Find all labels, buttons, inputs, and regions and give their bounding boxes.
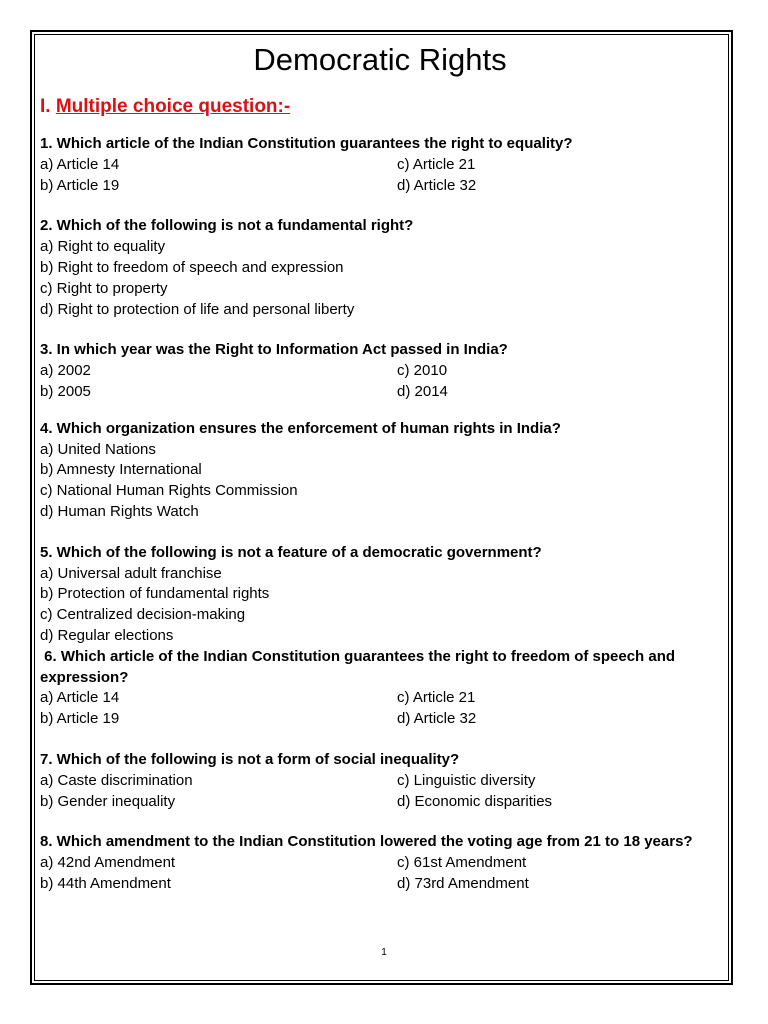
- question-7: [40, 750, 720, 812]
- options-grid: [40, 361, 720, 403]
- option: a) 42nd Amendment: [40, 854, 176, 872]
- option: a) 2002: [40, 362, 91, 380]
- option: c) Right to property: [40, 279, 168, 297]
- question-text: 6. Which article of the Indian Constitution guarantees the right to freedom of speech and expression?: [40, 647, 680, 686]
- option: c) Article 21: [397, 689, 476, 707]
- option: b) Article 19: [40, 710, 120, 728]
- option: d) Right to protection of life and personal liberty: [40, 300, 355, 318]
- option: b) 2005: [40, 382, 91, 400]
- section-heading: [40, 94, 720, 120]
- options-grid: [40, 688, 720, 730]
- question-text: 3. In which year was the Right to Information Act passed in India?: [40, 341, 508, 359]
- option: c) Centralized decision-making: [40, 606, 246, 624]
- question-2: [40, 216, 720, 320]
- option: c) 61st Amendment: [397, 854, 527, 872]
- question-text: 2. Which of the following is not a fundamental right?: [40, 217, 414, 235]
- option: a) Caste discrimination: [40, 771, 193, 789]
- option: d) Human Rights Watch: [40, 502, 199, 520]
- option: b) Protection of fundamental rights: [40, 585, 270, 603]
- option: b) Article 19: [40, 176, 120, 194]
- option: d) Economic disparities: [397, 792, 553, 810]
- option: d) Article 32: [397, 710, 477, 728]
- options-grid: [40, 853, 720, 895]
- question-1: [40, 134, 720, 196]
- option: a) Right to equality: [40, 238, 166, 256]
- option: d) Regular elections: [40, 626, 174, 644]
- options-grid: [40, 155, 720, 197]
- option: b) Right to freedom of speech and expression: [40, 258, 344, 276]
- option: a) Article 14: [40, 689, 120, 707]
- question-6: [40, 647, 720, 730]
- option: c) National Human Rights Commission: [40, 482, 298, 500]
- page-title: Democratic Rights: [253, 42, 507, 77]
- question-text: 4. Which organization ensures the enforcement of human rights in India?: [40, 419, 561, 437]
- question-4: [40, 419, 720, 523]
- option: a) Article 14: [40, 155, 120, 173]
- option: c) Linguistic diversity: [397, 771, 536, 789]
- page-content: [40, 38, 720, 915]
- options-grid: [40, 771, 720, 813]
- option: b) 44th Amendment: [40, 874, 171, 892]
- option: c) Article 21: [397, 155, 476, 173]
- option: d) 73rd Amendment: [397, 874, 529, 892]
- question-text: 7. Which of the following is not a form of social inequality?: [40, 750, 460, 768]
- option: b) Amnesty International: [40, 461, 202, 479]
- option: c) 2010: [397, 362, 448, 380]
- section-number: I.: [40, 96, 51, 117]
- section-label: Multiple choice question:-: [55, 96, 291, 117]
- option: a) Universal adult franchise: [40, 564, 222, 582]
- question-text: 1. Which article of the Indian Constitution guarantees the right to equality?: [40, 135, 573, 152]
- question-5: [40, 543, 720, 647]
- question-3: [40, 340, 720, 402]
- option: d) 2014: [397, 382, 448, 400]
- question-8: [40, 832, 720, 894]
- option: a) United Nations: [40, 440, 156, 458]
- question-text: 8. Which amendment to the Indian Constitution lowered the voting age from 21 to 18 years?: [40, 833, 693, 851]
- option: d) Article 32: [397, 176, 477, 194]
- option: b) Gender inequality: [40, 792, 176, 810]
- question-text: 5. Which of the following is not a feature of a democratic government?: [40, 543, 542, 561]
- page-number: 1: [381, 947, 387, 958]
